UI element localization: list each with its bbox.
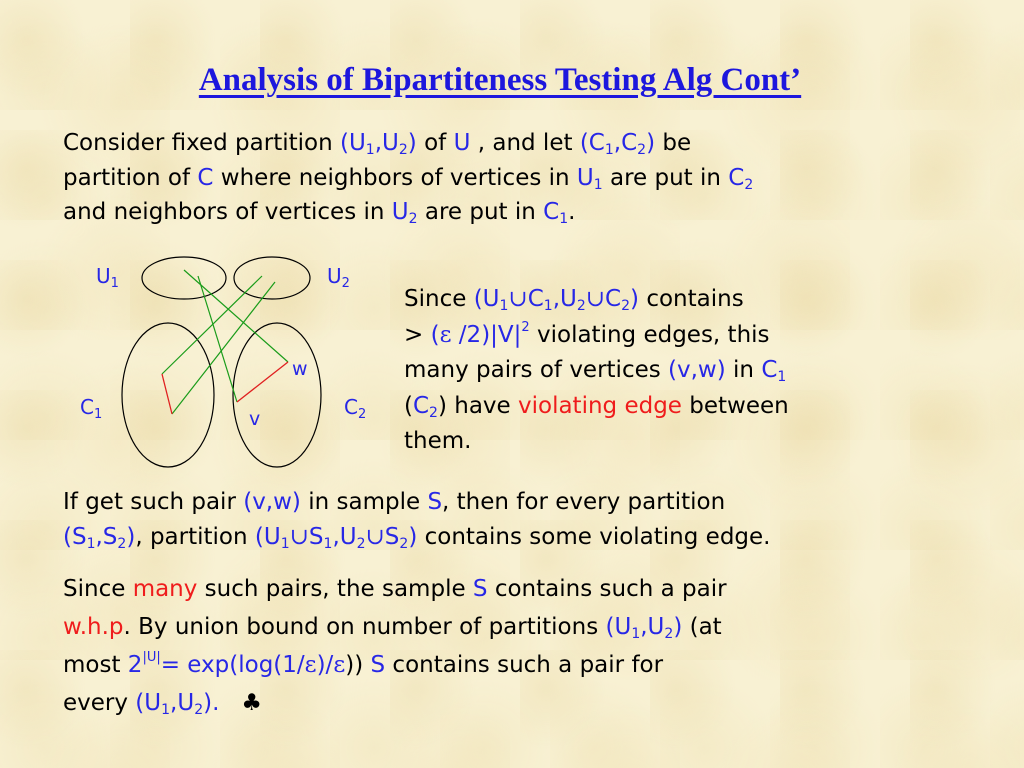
label-w: w — [292, 358, 308, 380]
label-c2: $C_2$ — [344, 395, 367, 422]
paragraph-sample-pair: If get such pair (v,w) in sample S, then for every partition $(S_1,S_2)$, partition $(U_1\cup S_1,U_2\cup S_2)$ contains some violating edge. — [63, 489, 771, 552]
violating-edge-c1 — [162, 374, 172, 414]
paragraph-union-bound: Since many such pairs, the sample S contains such a pair w.h.p. By union bound on number of partitions $(U_1,U_2)$ (at most $2^{|U|}= \exp(\log(1/\varepsilon)/\varepsilon)$) S contains such a pair for every $(U_1,U_2)$. ♣ — [63, 576, 727, 718]
edge-u2-to-c1-bottom — [172, 282, 275, 414]
slide-title: Analysis of Bipartiteness Testing Alg Cont’ — [198, 62, 802, 98]
c1-ellipse — [122, 323, 214, 467]
label-c1: $C_1$ — [80, 395, 103, 422]
label-v: v — [249, 408, 261, 430]
u1-ellipse — [142, 257, 226, 299]
label-u1: $U_1$ — [96, 264, 119, 291]
violating-edge-c2 — [237, 362, 288, 402]
club-qed-icon: ♣ — [241, 690, 262, 716]
label-u2: $U_2$ — [327, 264, 350, 291]
paragraph-partition-setup: Consider fixed partition $(U_1,U_2)$ of U , and let $(C_1,C_2)$ be partition of C where neighbors of vertices in $U_1$ are put in $C_2$ and neighbors of vertices in $U_2$ are put in $C_1$. — [63, 130, 754, 227]
paragraph-violating-edges: Since $(U_1\cup C_1,U_2\cup C_2)$ contains > (ε $/2)|V|^2$ violating edges, this many pairs of vertices (v,w) in $C_1$ $(C_2)$ have violating edge between them. — [404, 286, 789, 454]
